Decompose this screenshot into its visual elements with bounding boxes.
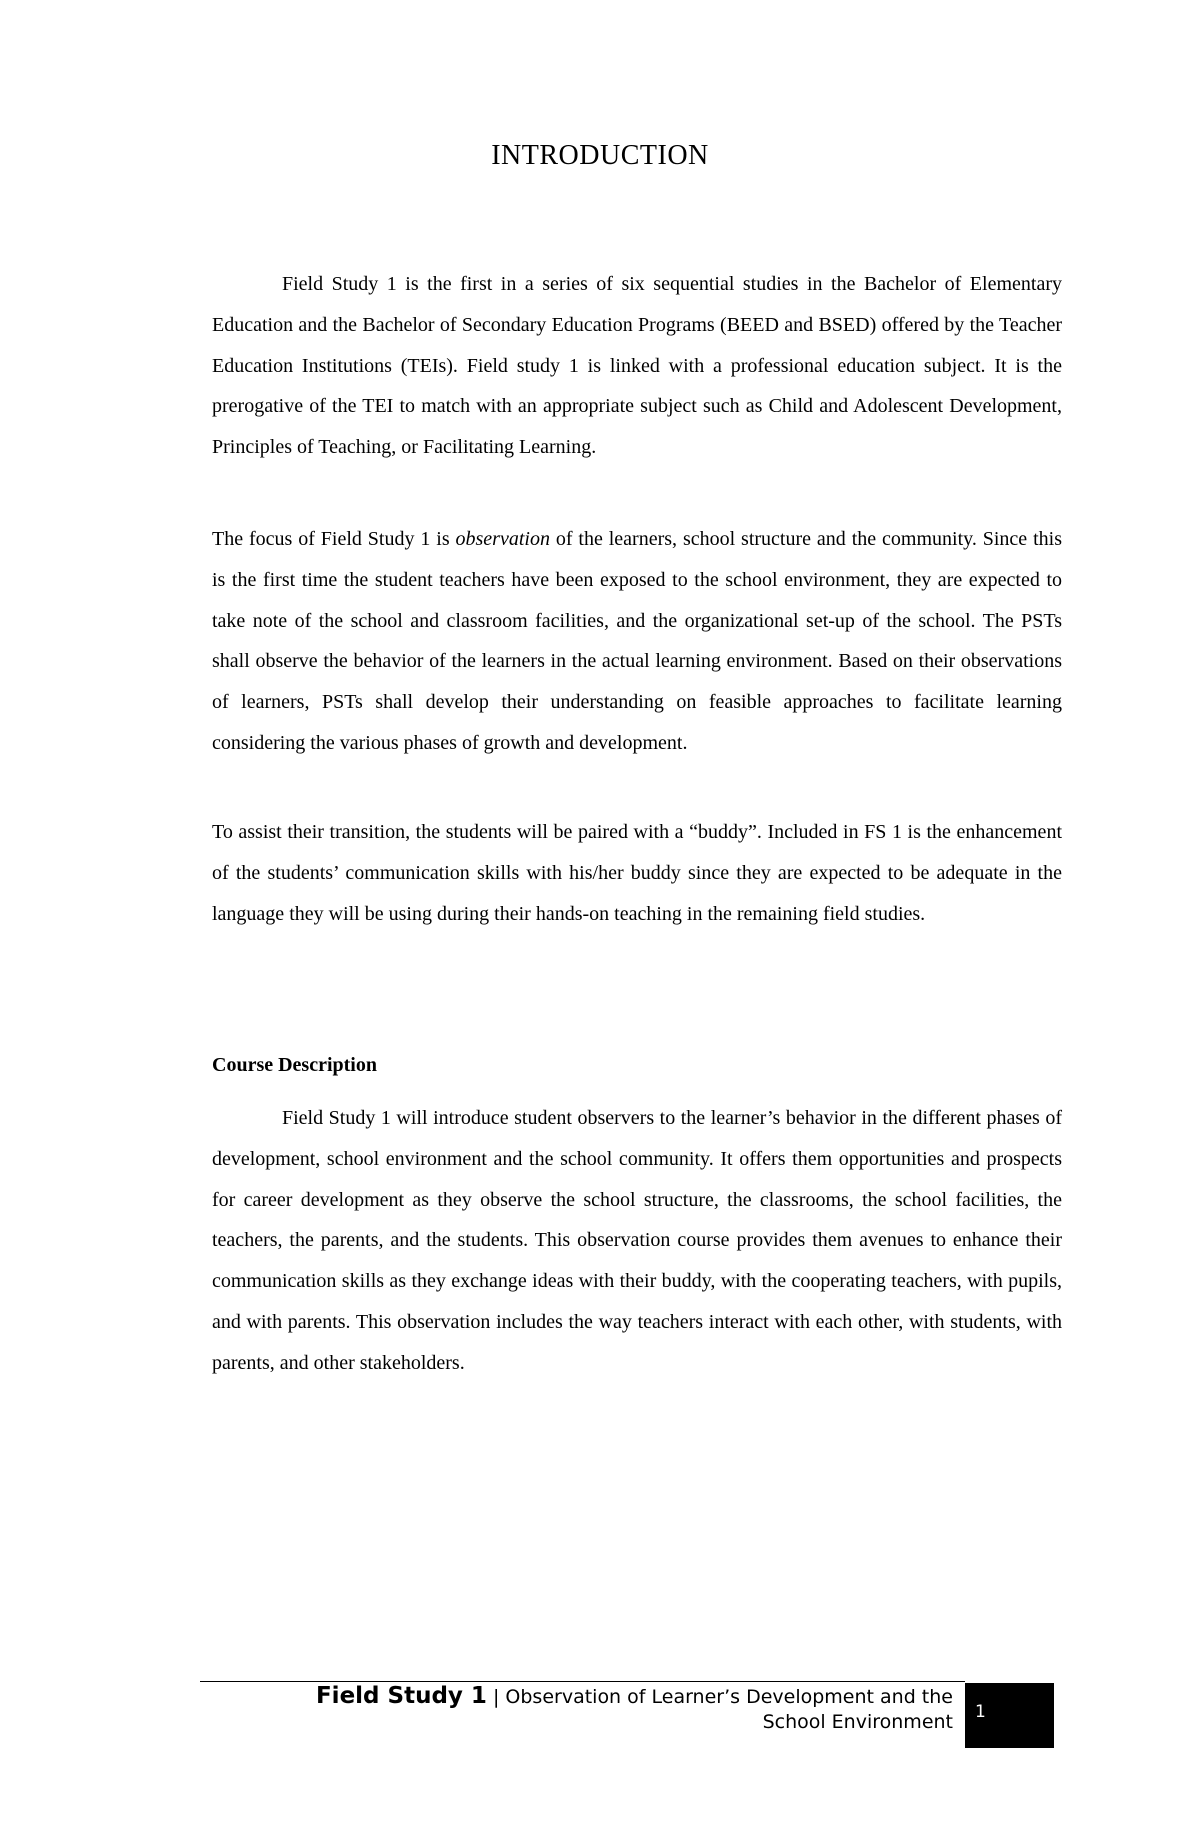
page-number-box (965, 1683, 1054, 1748)
footer-separator: | (486, 1686, 506, 1708)
paragraph-text: Field Study 1 is the first in a series of six sequential studies in the Bachelor of Elementary Education and the Bachelor of Secondary Education Programs (BEED and BSED) offered by the Teacher Education Institutions (TEIs). Field study 1 is linked with a professional education subject. It is the prerogative of the TEI to match with an appropriate subject such as Child and Adolescent Development, Principles of Teaching, or Facilitating Learning. (212, 273, 1062, 459)
course-description-paragraph (212, 1098, 1062, 1384)
footer-divider (200, 1681, 965, 1682)
intro-paragraph-3 (212, 812, 1062, 934)
footer-course-name: Field Study 1 (315, 1683, 487, 1709)
paragraph-text: To assist their transition, the students will be paired with a “buddy”. Included in FS 1 is the enhancement of the students’ communication skills with his/her buddy since they are expected to be adequate in the language they will be using during their hands-on teaching in the remaining field studies. (212, 821, 1062, 925)
section-heading-course-description: Course Description (212, 1054, 377, 1076)
footer-subtitle-2: School Environment (762, 1711, 953, 1733)
page-footer (200, 1684, 953, 1735)
paragraph-text (212, 519, 1062, 764)
intro-paragraph-1 (212, 264, 1062, 468)
page-title: INTRODUCTION (491, 140, 709, 171)
paragraph-text: Field Study 1 will introduce student observers to the learner’s behavior in the different phases of development, school environment and the school community. It offers them opportunities and prospects for career development as they observe the school structure, the classrooms, the school facilities, the teachers, the parents, and the students. This observation course provides them avenues to enhance their communication skills as they exchange ideas with their buddy, with the cooperating teachers, with pupils, and with parents. This observation includes the way teachers interact with each other, with students, with parents, and other stakeholders. (212, 1107, 1062, 1374)
paragraph-text-start: The focus of Field Study 1 is (212, 528, 456, 550)
footer-line-1 (200, 1684, 953, 1710)
emphasis-observation: observation (455, 528, 550, 550)
page-number: 1 (975, 1702, 986, 1722)
paragraph-text-end: of the learners, school structure and the community. Since this is the first time the student teachers have been exposed to the school environment, they are expected to take note of the school and classroom facilities, and the organizational set-up of the school. The PSTs shall observe the behavior of the learners in the actual learning environment. Based on their observations of learners, PSTs shall develop their understanding on feasible approaches to facilitate learning considering the various phases of growth and development. (212, 528, 1062, 754)
footer-subtitle-1: Observation of Learner’s Development and the (505, 1686, 953, 1708)
intro-paragraph-2 (212, 519, 1062, 764)
